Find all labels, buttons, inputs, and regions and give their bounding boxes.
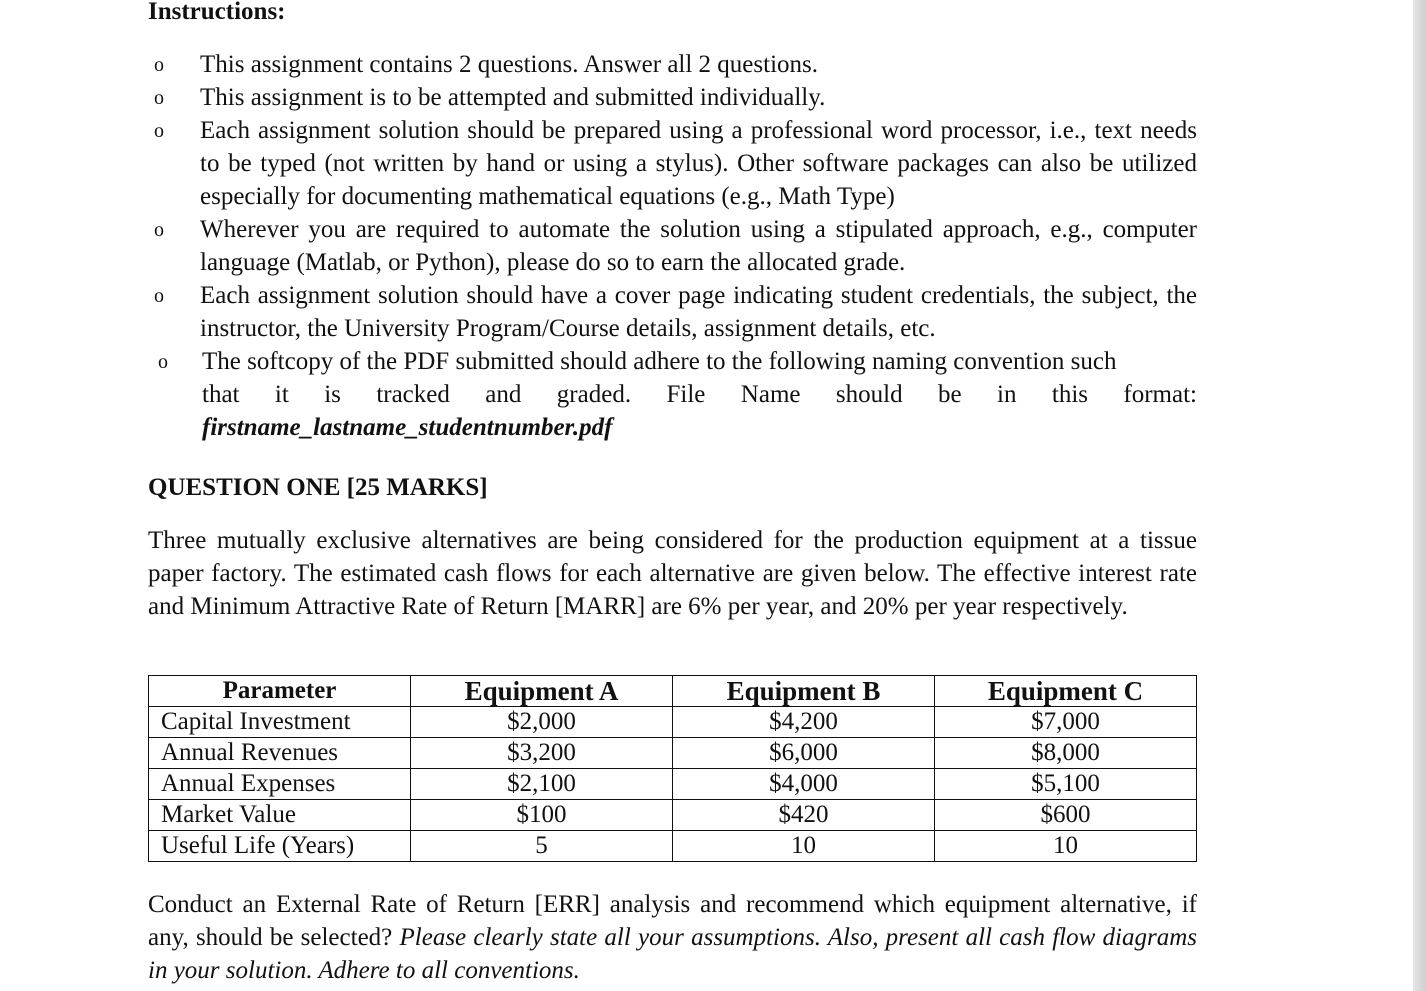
row-label: Useful Life (Years) — [149, 831, 411, 862]
task-text: Conduct an External Rate of Return [ERR] analysis and recommend which equipment alternative, if any, should be selected? — [148, 891, 1197, 951]
word: that — [202, 381, 240, 408]
cell-equipment-a: $2,100 — [411, 769, 673, 800]
instruction-text: Each assignment solution should be prepared using a professional word processor, i.e., text needs to be typed (not written by hand or using a stylus). Other software packages can also be utilized especially for documenting mathematical equations (e.g., Math Type) — [200, 117, 1197, 210]
cell-equipment-b: 10 — [673, 831, 935, 862]
table-row — [149, 738, 1197, 769]
cell-equipment-a: $2,000 — [411, 707, 673, 738]
instruction-item — [148, 279, 1197, 345]
question-intro: Three mutually exclusive alternatives are being considered for the production equipment at a tissue paper factory. The estimated cash flows for each alternative are given below. The effective interest rate and Minimum Attractive Rate of Return [MARR] are 6% per year, and 20% per year respectively. — [148, 527, 1197, 620]
table-row — [149, 769, 1197, 800]
word: is — [324, 381, 341, 408]
cell-equipment-c: $5,100 — [935, 769, 1197, 800]
word: be — [938, 381, 962, 408]
cell-equipment-b: $6,000 — [673, 738, 935, 769]
word: in — [997, 381, 1017, 408]
header-equipment-c: Equipment C — [935, 676, 1197, 707]
bullet-marker: o — [154, 285, 164, 307]
table-row — [149, 800, 1197, 831]
instructions-heading: Instructions: — [148, 0, 286, 25]
cell-equipment-a: $100 — [411, 800, 673, 831]
instruction-item — [148, 48, 1197, 81]
bullet-marker: o — [158, 351, 168, 373]
header-equipment-a: Equipment A — [411, 676, 673, 707]
instruction-text: This assignment is to be attempted and submitted individually. — [200, 84, 826, 111]
row-label: Annual Revenues — [149, 738, 411, 769]
header-equipment-b: Equipment B — [673, 676, 935, 707]
cell-equipment-c: $7,000 — [935, 707, 1197, 738]
row-label: Capital Investment — [149, 707, 411, 738]
word: graded. — [556, 381, 632, 408]
cell-equipment-a: 5 — [411, 831, 673, 862]
word: File — [666, 381, 706, 408]
cell-equipment-b: $420 — [673, 800, 935, 831]
instruction-text: Wherever you are required to automate the solution using a stipulated approach, e.g., computer language (Matlab, or Python), please do so to earn the allocated grade. — [200, 216, 1197, 276]
word: should — [835, 381, 903, 408]
bullet-marker: o — [154, 54, 164, 76]
bullet-marker: o — [154, 120, 164, 142]
table-row — [149, 831, 1197, 862]
cell-equipment-c: $8,000 — [935, 738, 1197, 769]
word: this — [1051, 381, 1088, 408]
instruction-item-naming — [148, 345, 1197, 444]
task-instructions-italic: Please clearly state all your assumptions. Also, present all cash flow diagrams in your solution. Adhere to all conventions. — [148, 924, 1197, 984]
cell-equipment-b: $4,200 — [673, 707, 935, 738]
cell-equipment-c: $600 — [935, 800, 1197, 831]
cell-equipment-a: $3,200 — [411, 738, 673, 769]
word: it — [274, 381, 289, 408]
table-row — [149, 707, 1197, 738]
word: and — [485, 381, 522, 408]
instruction-text: Each assignment solution should have a cover page indicating student credentials, the subject, the instructor, the University Program/Course details, assignment details, etc. — [200, 282, 1197, 342]
word: Name — [740, 381, 801, 408]
instruction-item — [148, 213, 1197, 279]
instruction-text: This assignment contains 2 questions. Answer all 2 questions. — [200, 51, 819, 78]
instruction-item — [148, 114, 1197, 213]
row-label: Market Value — [149, 800, 411, 831]
bullet-marker: o — [154, 219, 164, 241]
page-edge-shadow — [1413, 0, 1425, 991]
word: format: — [1123, 381, 1197, 408]
table-header-row — [149, 676, 1197, 707]
header-parameter: Parameter — [149, 676, 411, 707]
instructions-list — [148, 48, 1197, 444]
cell-equipment-b: $4,000 — [673, 769, 935, 800]
question-task — [148, 888, 1197, 987]
cash-flow-table — [148, 675, 1197, 862]
row-label: Annual Expenses — [149, 769, 411, 800]
naming-line-2 — [202, 378, 1197, 411]
cell-equipment-c: 10 — [935, 831, 1197, 862]
filename-format: firstname_lastname_studentnumber.pdf — [202, 414, 613, 441]
instruction-item — [148, 81, 1197, 114]
word: tracked — [376, 381, 450, 408]
bullet-marker: o — [154, 87, 164, 109]
naming-line-1: The softcopy of the PDF submitted should adhere to the following naming convention such — [202, 348, 1117, 375]
question-one-heading: QUESTION ONE [25 MARKS] — [148, 474, 488, 501]
